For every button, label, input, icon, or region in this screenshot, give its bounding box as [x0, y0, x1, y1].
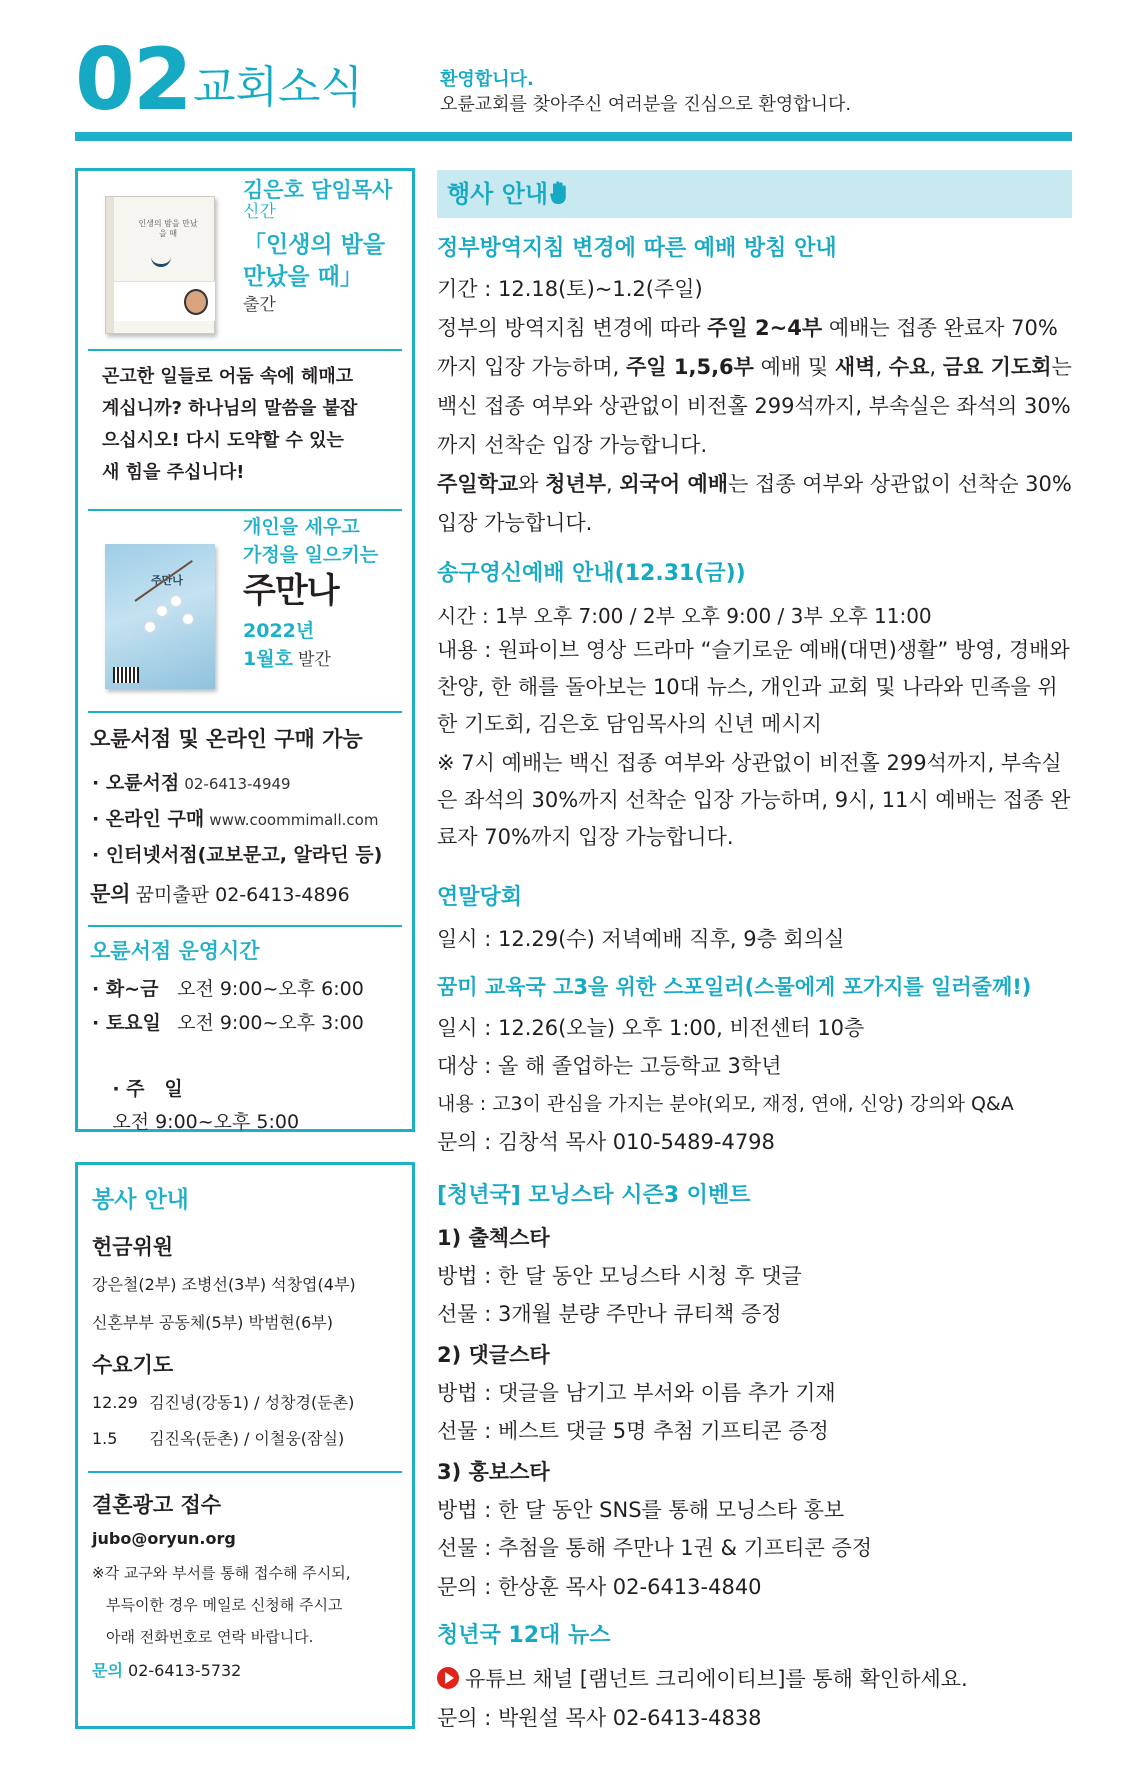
purchase-contact: 문의 꿈미출판 02-6413-4896	[90, 882, 350, 906]
book-pitch-line: 새 힘을 주십니다!	[102, 462, 245, 483]
prayer-line: 1.5 김진옥(둔촌) / 이철웅(잠실)	[92, 1429, 345, 1448]
boat-icon	[151, 255, 171, 267]
morningstar-line: 방법 : 한 달 동안 모닝스타 시청 후 댓글	[437, 1264, 802, 1288]
section-number: 02	[75, 30, 191, 130]
hours-row: · 화~금 오전 9:00~오후 6:00	[92, 978, 364, 1000]
morningstar-line: 선물 : 3개월 분량 주만나 큐티책 증정	[437, 1302, 782, 1326]
book-pitch-line: 곤고한 일들로 어둠 속에 헤매고	[102, 366, 354, 387]
offering-line: 신혼부부 공동체(5부) 박범현(6부)	[92, 1313, 333, 1332]
section-title-morningstar: [청년국] 모닝스타 시즌3 이벤트	[437, 1183, 751, 1208]
magazine-cover-title: 주만나	[151, 574, 183, 587]
welcome-heading: 환영합니다.	[440, 69, 534, 90]
morningstar-sub2: 2) 댓글스타	[437, 1343, 550, 1367]
morningstar-line: 선물 : 베스트 댓글 5명 추첨 기프티콘 증정	[437, 1419, 829, 1443]
service-heading: 봉사 안내	[92, 1187, 189, 1213]
spoiler-line: 문의 : 김창석 목사 010-5489-4798	[437, 1130, 775, 1154]
spoiler-line: 대상 : 올 해 졸업하는 고등학교 3학년	[437, 1054, 782, 1078]
divider	[88, 1471, 402, 1473]
divider	[88, 509, 402, 511]
worship-policy-period: 기간 : 12.18(토)~1.2(주일)	[437, 277, 703, 301]
divider	[88, 925, 402, 927]
spoiler-line: 내용 : 고3이 관심을 가지는 분야(외모, 재정, 연애, 신앙) 강의와 Q&A	[437, 1093, 1014, 1115]
morningstar-line: 방법 : 댓글을 남기고 부서와 이름 추가 기재	[437, 1381, 836, 1405]
book-author: 김은호 담임목사	[243, 178, 393, 202]
wedding-note: 아래 전화번호로 연락 바랍니다.	[106, 1628, 314, 1646]
wedding-title: 결혼광고 접수	[92, 1493, 222, 1517]
spoiler-line: 일시 : 12.26(오늘) 오후 1:00, 비전센터 10층	[437, 1016, 865, 1040]
magazine-cover-image	[105, 544, 215, 689]
book-published: 출간	[243, 295, 276, 315]
youth-news-line: 유튜브 채널 [램넌트 크리에이티브]를 통해 확인하세요.	[437, 1663, 968, 1695]
book-cover-title: 인생의 밤을 만났을 때	[138, 219, 198, 238]
hand-icon	[549, 180, 569, 208]
youth-news-contact: 문의 : 박원설 목사 02-6413-4838	[437, 1706, 762, 1730]
section-title: 교회소식	[193, 62, 364, 113]
worship-policy-paragraph2: 주일학교와 청년부, 외국어 예배는 접종 여부와 상관없이 선착순 30% 입장 가능합니다.	[437, 472, 1072, 535]
section-title-worship-policy: 정부방역지침 변경에 따른 예배 방침 안내	[437, 236, 837, 261]
hours-row: · 주 일 오전 9:00~오후 5:00	[112, 1078, 300, 1133]
section-title-newyear: 송구영신예배 안내(12.31(금))	[437, 561, 746, 586]
events-banner	[437, 170, 1072, 218]
wedding-contact: 문의 02-6413-5732	[92, 1661, 242, 1680]
newyear-content: 내용 : 원파이브 영상 드라마 “슬기로운 예배(대면)생활” 방영, 경배와 찬양, 한 해를 돌아보는 10대 뉴스, 개인과 교회 및 나라와 민족을 위한 기도회, 김은호 담임목사의 신년 메시지	[437, 638, 1070, 736]
magazine-logo: 주만나	[243, 571, 339, 611]
magazine-year: 2022년	[243, 620, 315, 642]
online-store-link[interactable]: www.coommimall.com	[209, 811, 379, 829]
prayer-title: 수요기도	[92, 1353, 174, 1377]
newyear-time: 시간 : 1부 오후 7:00 / 2부 오후 9:00 / 3부 오후 11:00	[437, 604, 932, 628]
prayer-line: 12.29 김진녕(강동1) / 성창경(둔촌)	[92, 1393, 355, 1412]
divider	[88, 349, 402, 351]
book-promo-box	[75, 168, 415, 1132]
morningstar-sub1: 1) 출첵스타	[437, 1226, 550, 1250]
offering-title: 헌금위원	[92, 1235, 174, 1259]
purchase-item: · 인터넷서점(교보문고, 알라딘 등)	[92, 844, 383, 866]
book-cover-image	[105, 196, 215, 334]
purchase-item: · 오륜서점 02-6413-4949	[92, 772, 291, 794]
magazine-issue: 1월호	[243, 648, 293, 670]
section-title-youth-news: 청년국 12대 뉴스	[437, 1623, 611, 1648]
welcome-text: 오륜교회를 찾아주신 여러분을 진심으로 환영합니다.	[440, 94, 852, 115]
page-header	[75, 30, 1075, 135]
wedding-note: 부득이한 경우 메일로 신청해 주시고	[106, 1596, 343, 1614]
service-box	[75, 1162, 415, 1729]
hours-row: · 토요일 오전 9:00~오후 3:00	[92, 1012, 364, 1034]
barcode-icon	[113, 667, 139, 683]
offering-line: 강은철(2부) 조병선(3부) 석창엽(4부)	[92, 1275, 356, 1294]
morningstar-line: 방법 : 한 달 동안 SNS를 통해 모닝스타 홍보	[437, 1498, 845, 1522]
book-title-line1: 「인생의 밤을	[243, 232, 386, 258]
section-title-spoiler: 꿈미 교육국 고3을 위한 스포일러(스물에게 포가지를 일러줄께!)	[437, 975, 1032, 999]
book-new-label: 신간	[243, 202, 276, 222]
wedding-note: ※각 교구와 부서를 통해 접수해 주시되,	[92, 1564, 351, 1582]
magazine-tagline1: 개인을 세우고	[243, 516, 360, 538]
worship-policy-paragraph1: 정부의 방역지침 변경에 따라 주일 2~4부 예배는 접종 완료자 70%까지 입장 가능하며, 주일 1,5,6부 예배 및 새벽, 수요, 금요 기도회는 백신 접종 여부와 상관없이 비전홀 299석까지, 부속실은 좌석의 30%까지 선착순 입장 가능합니다.	[437, 316, 1072, 457]
author-portrait	[184, 289, 208, 315]
book-title-line2: 만났을 때」	[243, 264, 363, 290]
section-title-yearend: 연말당회	[437, 885, 523, 910]
morningstar-line: 선물 : 추첨을 통해 주만나 1권 & 기프티콘 증정	[437, 1536, 873, 1560]
book-pitch-line: 계십니까? 하나님의 말씀을 붙잡	[102, 398, 358, 419]
newyear-note: ※ 7시 예배는 백신 접종 여부와 상관없이 비전홀 299석까지, 부속실은 좌석의 30%까지 선착순 입장 가능하며, 9시, 11시 예배는 접종 완료자 70%까지 입장 가능합니다.	[437, 751, 1071, 849]
yearend-time: 일시 : 12.29(수) 저녁예배 직후, 9층 회의실	[437, 927, 845, 951]
magazine-tagline2: 가정을 일으키는	[243, 544, 379, 566]
events-banner-title: 행사 안내	[447, 180, 549, 208]
morningstar-contact: 문의 : 한상훈 목사 02-6413-4840	[437, 1575, 762, 1599]
wedding-email[interactable]: jubo@oryun.org	[92, 1529, 236, 1548]
book-pitch-line: 으십시오! 다시 도약할 수 있는	[102, 430, 344, 451]
header-divider	[75, 132, 1072, 141]
purchase-item: · 온라인 구매 www.coommimall.com	[92, 808, 379, 830]
purchase-heading: 오륜서점 및 온라인 구매 가능	[90, 727, 363, 751]
magazine-issue-line	[243, 645, 331, 674]
youtube-play-icon	[437, 1667, 459, 1689]
divider	[88, 711, 402, 713]
magazine-issue-suffix: 발간	[298, 650, 331, 670]
morningstar-sub3: 3) 홍보스타	[437, 1460, 550, 1484]
hours-heading: 오륜서점 운영시간	[90, 939, 260, 963]
